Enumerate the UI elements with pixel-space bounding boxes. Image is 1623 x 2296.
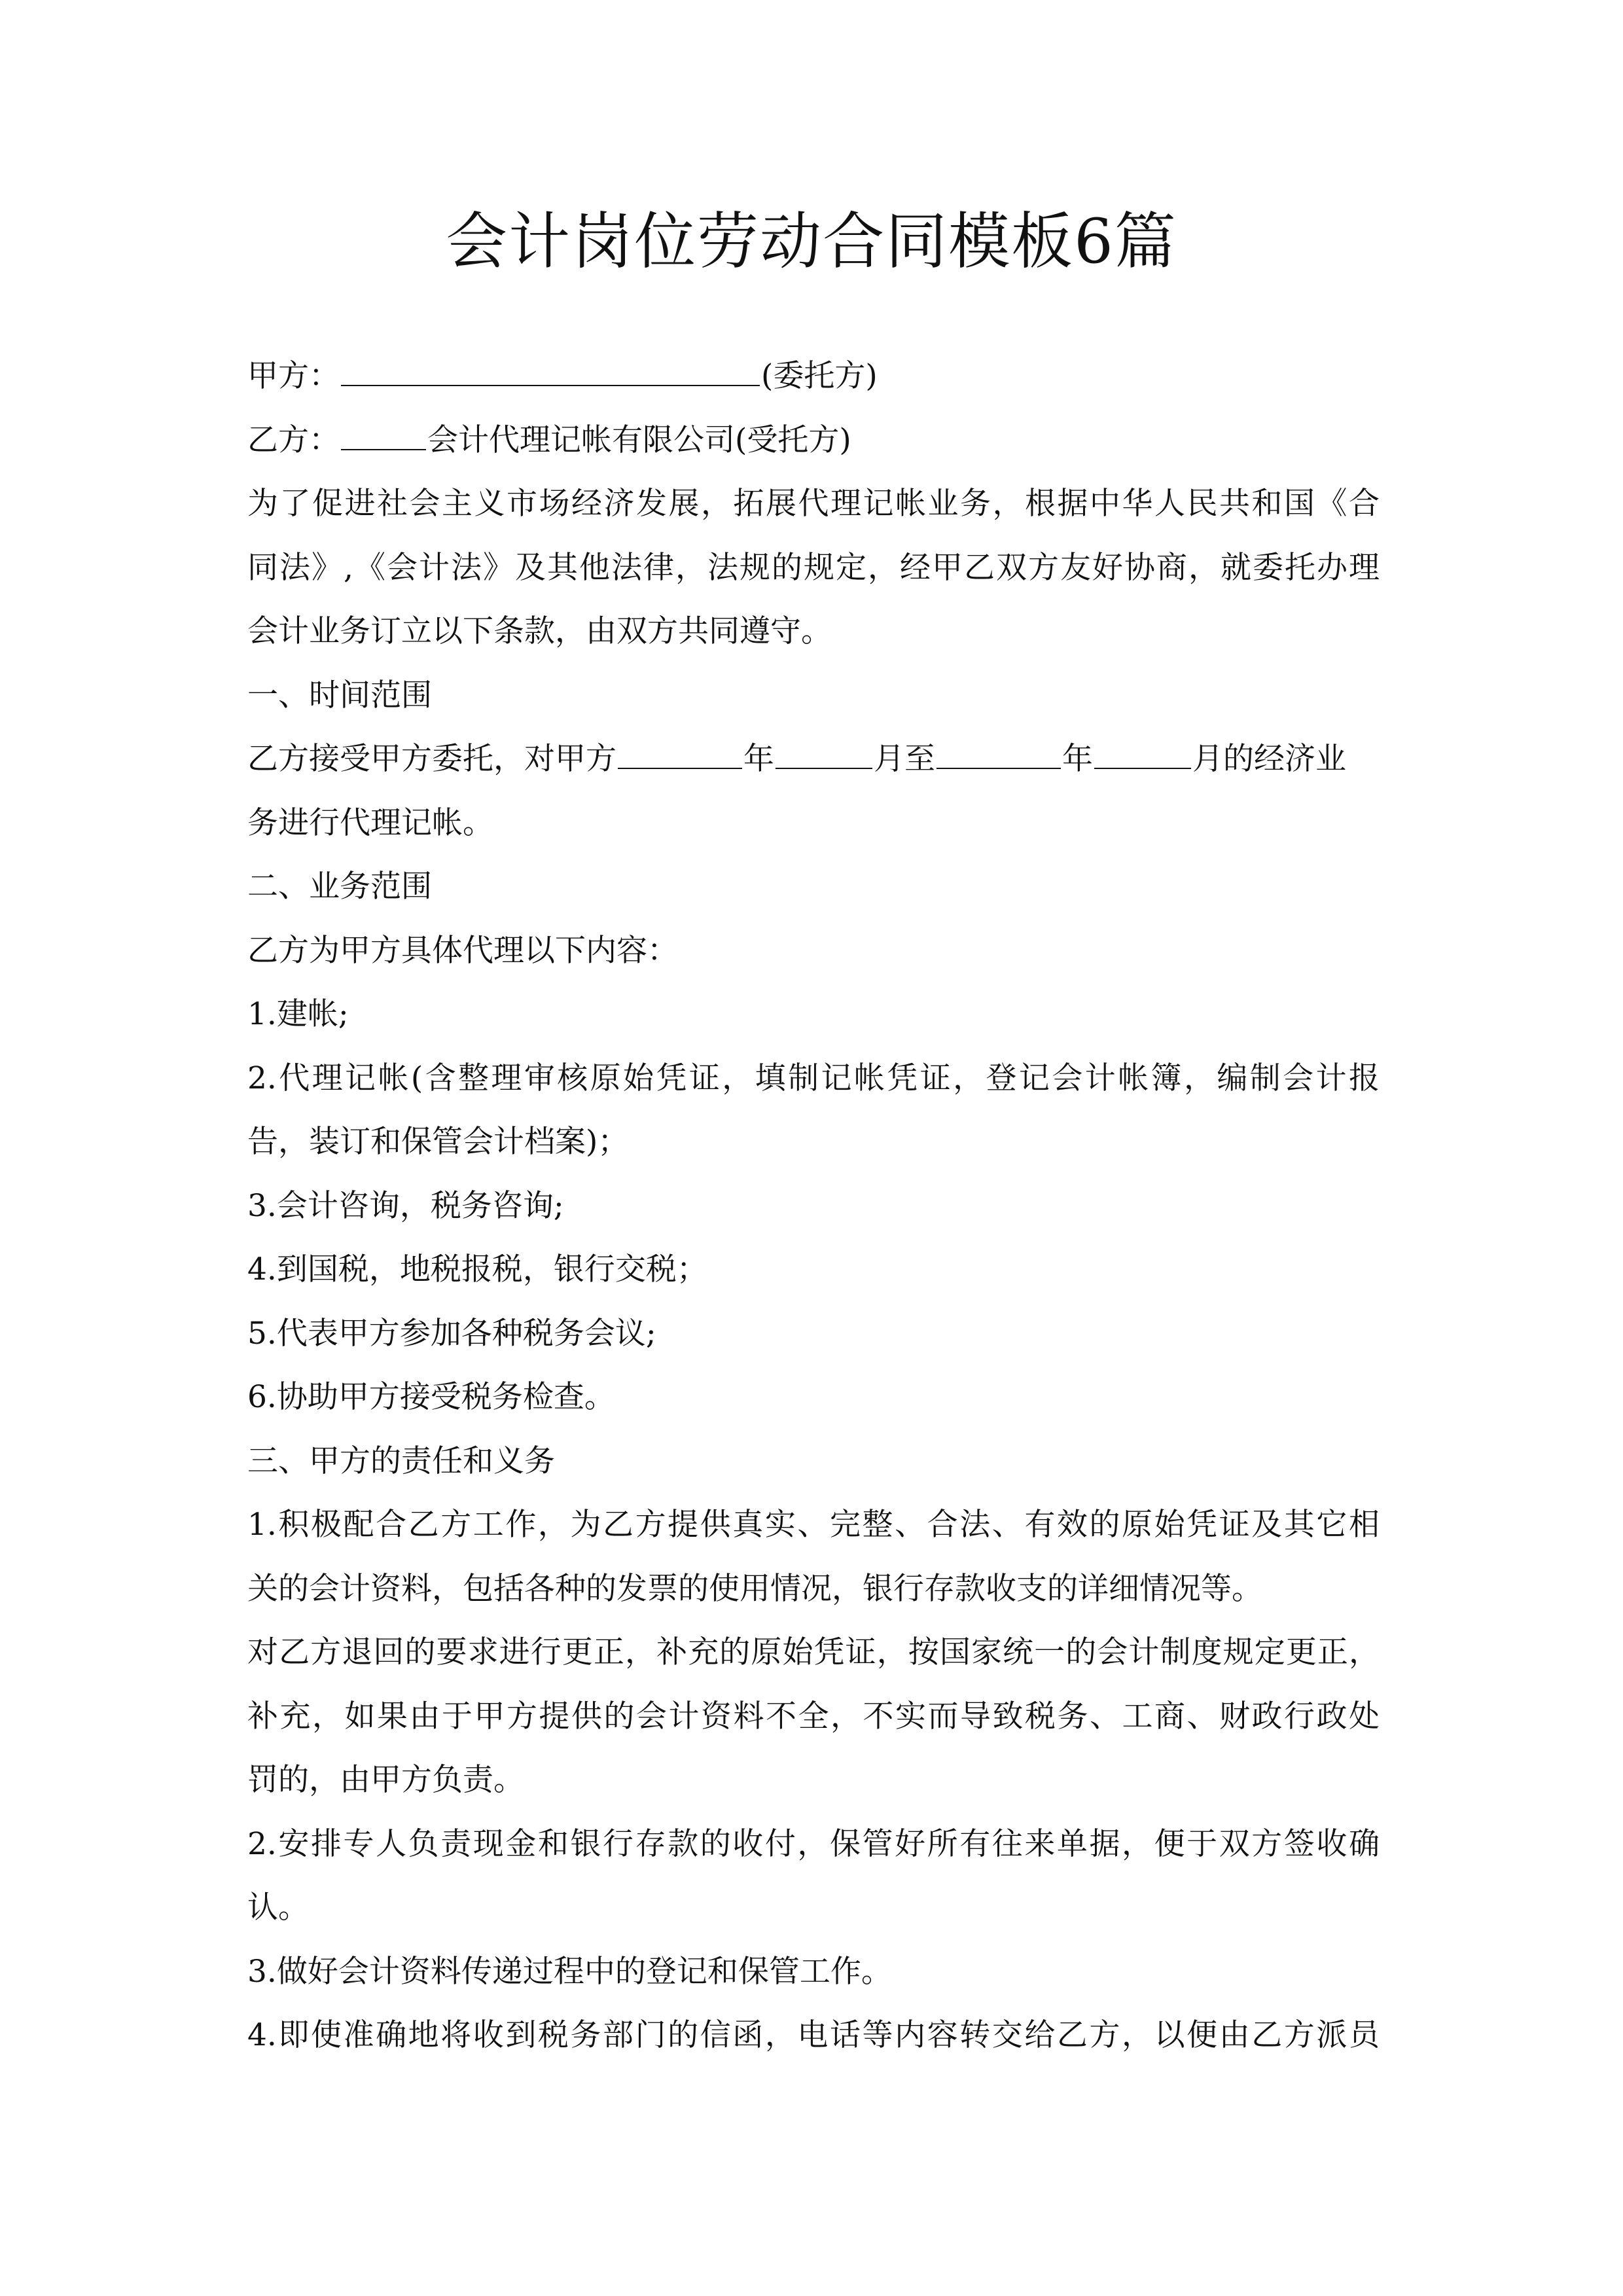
paragraph-line: 务进行代理记帐。 [247,804,493,841]
party-a-line [247,344,1380,408]
party-b-suffix: 会计代理记帐有限公司(受托方) [427,422,851,458]
year-label: 年 [743,741,774,777]
year-label: 年 [1062,741,1093,777]
paragraph-line: 认。 [247,1890,309,1926]
section-heading: 一、时间范围 [247,677,432,713]
paragraph-line: 对乙方退回的要求进行更正，补充的原始凭证，按国家统一的会计制度规定更正， [247,1634,1380,1670]
party-b-label: 乙方： [247,422,340,458]
list-item: 1.建帐; [247,996,349,1032]
paragraph-line: 补充，如果由于甲方提供的会计资料不全，不实而导致税务、工商、财政行政处 [247,1698,1380,1734]
end-month-blank [1094,736,1191,769]
paragraph-line: 4.即使准确地将收到税务部门的信函，电话等内容转交给乙方，以便由乙方派员 [247,2017,1380,2053]
list-item: 2.代理记帐(含整理审核原始凭证，填制记帐凭证，登记会计帐簿，编制会计报 [247,1060,1380,1096]
paragraph-line: 罚的，由甲方负责。 [247,1762,524,1798]
list-item: 3.会计咨询，税务咨询; [247,1187,564,1224]
document-title: 会计岗位劳动合同模板6篇 [446,206,1177,278]
time-range-line [247,727,1380,791]
paragraph-line: 1.积极配合乙方工作，为乙方提供真实、完整、合法、有效的原始凭证及其它相 [247,1507,1380,1543]
party-b-line [247,408,1380,473]
section-heading: 二、业务范围 [247,869,432,905]
time-range-prefix: 乙方接受甲方委托，对甲方 [247,741,616,777]
paragraph-line: 3.做好会计资料传递过程中的登记和保管工作。 [247,1953,892,1990]
intro-line: 同法》,《会计法》及其他法律，法规的规定，经甲乙双方友好协商，就委托办理 [247,549,1380,586]
paragraph-line: 2.安排专人负责现金和银行存款的收付，保管好所有往来单据，便于双方签收确 [247,1825,1380,1862]
party-b-blank [341,418,426,450]
list-item: 5.代表甲方参加各种税务会议; [247,1315,656,1352]
month-end-label: 月的经济业 [1192,741,1346,777]
party-a-blank [341,353,760,386]
document-body [247,344,1380,2068]
end-year-blank [936,736,1061,769]
party-a-suffix: (委托方) [761,358,878,394]
party-a-label: 甲方： [247,358,340,394]
list-item-continued: 告，装订和保管会计档案)； [247,1124,629,1160]
month-to-label: 月至 [874,741,935,777]
paragraph-line: 乙方为甲方具体代理以下内容： [247,932,678,969]
list-item: 4.到国税，地税报税，银行交税； [247,1251,707,1287]
start-month-blank [776,736,872,769]
intro-line: 为了促进社会主义市场经济发展，拓展代理记帐业务，根据中华人民共和国《合 [247,486,1380,522]
paragraph-line: 关的会计资料，包括各种的发票的使用情况，银行存款收支的详细情况等。 [247,1570,1262,1607]
intro-line: 会计业务订立以下条款，由双方共同遵守。 [247,613,832,649]
list-item: 6.协助甲方接受税务检查。 [247,1379,615,1415]
section-heading: 三、甲方的责任和义务 [247,1443,555,1479]
start-year-blank [618,736,742,769]
